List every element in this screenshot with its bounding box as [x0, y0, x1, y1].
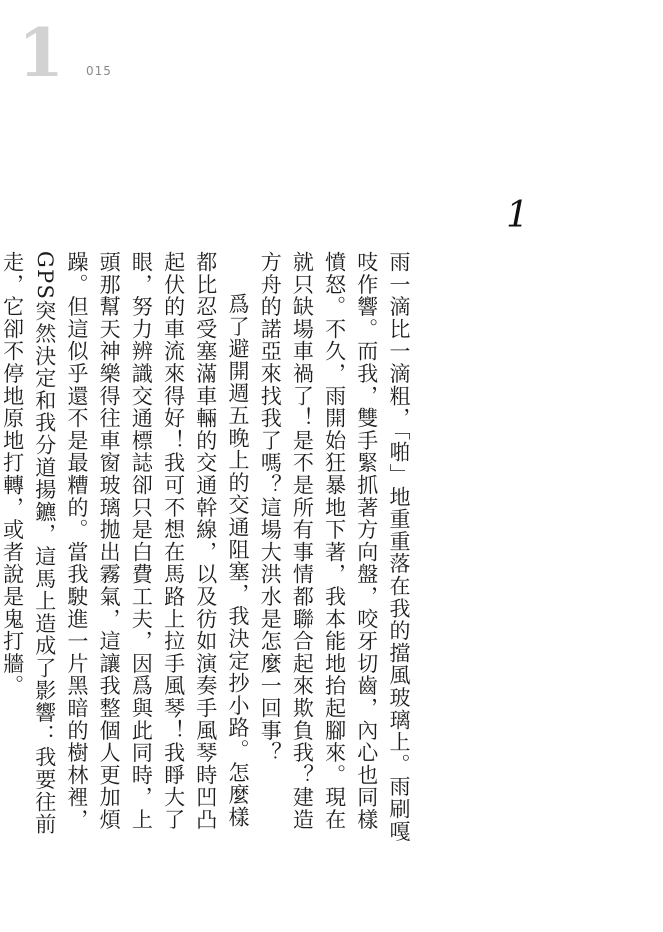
chapter-marker: 1: [18, 14, 64, 92]
paragraph-2: 爲了避開週五晚上的交通阻塞，我決定抄小路。怎麼樣都比忍受塞滿車輛的交通幹線，以及彷如演奏手風琴時凹凸起伏的車流來得好！我可不想在馬路上拉手風琴！我睜大了眼，努力辨識交通標誌卻只是白費工夫，因爲與此同時，上頭那幫天神樂得往車窗玻璃拋出霧氣，這讓我整個人更加煩躁。但這似乎還不是最糟的。當我駛進一片黑暗的樹林裡，GPS突然決定和我分道揚鑣，這馬上造成了影響：我要往前走，它卻不停地原地打轉，或者說是鬼打牆。: [0, 251, 250, 836]
body-text: [0, 251, 415, 850]
paragraph-1: 雨一滴比一滴粗，「啪」地重重落在我的擋風玻璃上。雨刷嘎吱作響。而我，雙手緊抓著方向盤，咬牙切齒，內心也同樣憤怒。不久，雨開始狂暴地下著，我本能地抬起腳來。現在就只缺場車禍了！是不是所有事情都聯合起來欺負我？建造方舟的諾亞來找我了嗎？這場大洪水是怎麼一回事？: [258, 251, 411, 843]
chapter-heading: 1: [506, 195, 529, 236]
page-number: 015: [86, 64, 112, 78]
